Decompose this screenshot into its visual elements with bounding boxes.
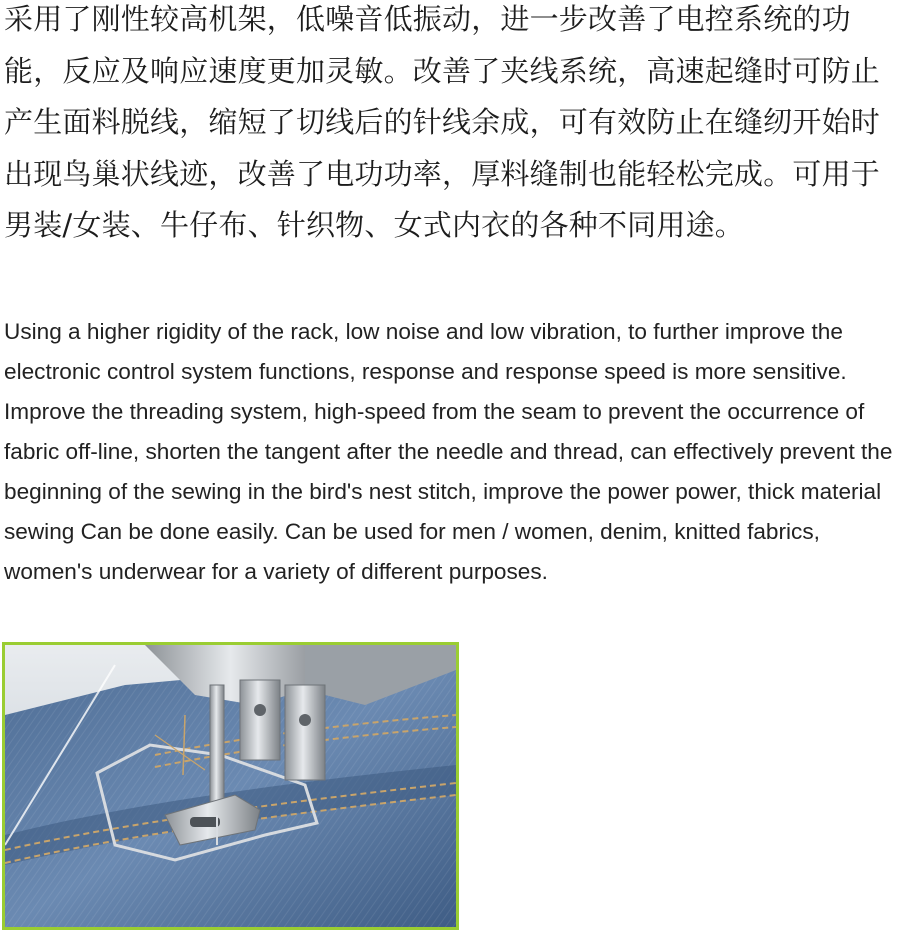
sewing-machine-photo <box>2 642 459 930</box>
description-chinese: 采用了刚性较高机架，低噪音低振动，进一步改善了电控系统的功能，反应及响应速度更加灵敏。改善了夹线系统，高速起缝时可防止产生面料脱线，缩短了切线后的针线余成，可有效防止在缝纫开始时出现鸟巢状线迹，改善了电功功率，厚料缝制也能轻松完成。可用于男装/女装、牛仔布、针织物、女式内衣的各种不同用途。 <box>4 2 881 242</box>
sewing-machine-photo-illustration <box>5 645 456 927</box>
description-english: Using a higher rigidity of the rack, low noise and low vibration, to further improve the electronic control system functions, response and response speed is more sensitive. Improve the threading system, high-speed from the seam to prevent the occurrence of fabric off-line, shorten the tangent after the needle and thread, can effectively prevent the beginning of the sewing in the bird's nest stitch, improve the power power, thick material sewing Can be done easily. Can be used for men / women, denim, knitted fabrics, women's underwear for a variety of different purposes. <box>4 319 893 584</box>
